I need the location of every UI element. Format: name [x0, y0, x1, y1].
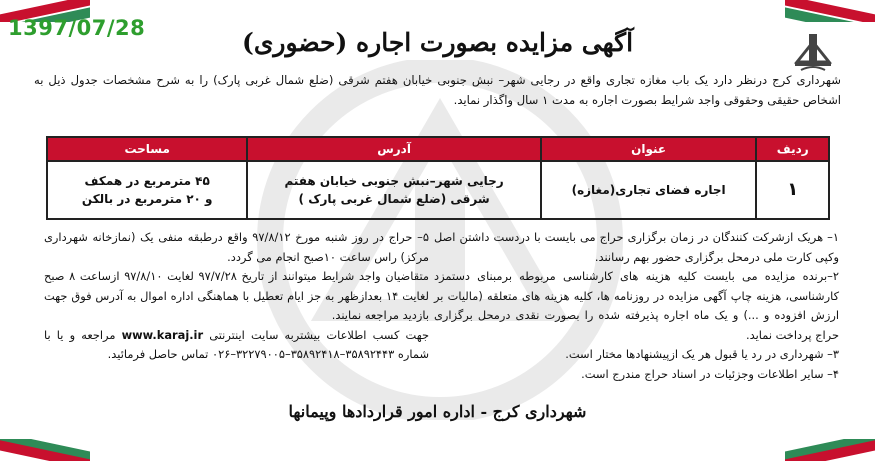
conditions-right-column — [434, 228, 839, 384]
header-area: مساحت — [47, 137, 247, 161]
header-radif: ردیف — [756, 137, 829, 161]
address-line-1: رجایی شهر–نبش جنوبی خیابان هفتم — [284, 174, 504, 188]
cell-address — [247, 161, 540, 219]
condition-7-after: مراجعه و یا با شماره ۳۵۸۹۲۴۴۳–۳۵۸۹۲۴۱۸–۳۲۲۷۹۰۰۵–۰۲۶ تماس حاصل فرمائید. — [44, 327, 429, 361]
condition-6: متقاضیان واجد شرایط میتوانند از تاریخ ۹۷/۷/۲۸ لغایت ۹۷/۸/۱۰ ازساعت ۸ صبح لغایت ۱۴ بعدازظهر به جز ایام تعطیل با هماهنگی اداره اموال به آدرس فوق جهت بازدید مراجعه نمایند. — [44, 269, 429, 322]
cell-title: اجاره فضای تجاری(مغازه) — [541, 161, 757, 219]
cell-area — [47, 161, 247, 219]
cell-radif: ۱ — [756, 161, 829, 219]
footer-signature: شهرداری کرج - اداره امور قراردادها وپیمانها — [288, 402, 587, 421]
corner-stripes-bottom-left — [0, 439, 90, 461]
condition-2: ۲–برنده مزایده می بایست کلیه هزینه های کارشناسی مربوطه برمبنای دستمزد کارشناسی، هزینه چاپ آگهی مزایده در روزنامه ها، کلیه هزینه های متعلقه (مالیات بر ارزش افزوده و ...) و یک ماه اجاره پذیرفته شده را بصورت نقدی درمحل برگزاری حراج پرداخت نماید. — [434, 269, 839, 342]
website-link[interactable]: www.karaj.ir — [121, 327, 204, 342]
property-table — [46, 136, 830, 220]
header-address: آدرس — [247, 137, 540, 161]
table-header-row — [47, 137, 829, 161]
corner-stripes-bottom-right — [785, 439, 875, 461]
condition-7-before: جهت کسب اطلاعات بیشتربه سایت اینترنتی — [209, 327, 429, 342]
condition-1: ۱– هریک ازشرکت کنندگان در زمان برگزاری حراج می بایست با دردست داشتن اصل وکپی کارت ملی درمحل برگزاری حضور بهم رسانند. — [434, 230, 839, 264]
header-title: عنوان — [541, 137, 757, 161]
condition-7 — [44, 326, 429, 365]
publication-date: 1397/07/28 — [8, 16, 146, 40]
area-line-2: و ۲۰ مترمربع در بالکن — [81, 192, 213, 206]
intro-paragraph: شهرداری کرج درنظر دارد یک باب مغازه تجاری واقع در رجایی شهر– نبش جنوبی خیابان هفتم شرقی (ضلع شمال غربی پارک) را به شرح مشخصات جدول ذیل به اشخاص حقیقی وحقوقی واجد شرایط بصورت اجاره به مدت ۱ سال واگذار نماید. — [34, 73, 841, 107]
corner-stripes-top-right — [785, 0, 875, 22]
condition-3: ۳– شهرداری در رد یا قبول هر یک ازپیشنهادها مختار است. — [565, 347, 839, 361]
condition-4: ۴– سایر اطلاعات وجزئیات در اسناد حراج مندرج است. — [581, 366, 839, 381]
condition-5: ۵– حراج در روز شنبه مورخ ۹۷/۸/۱۲ واقع درطبقه منفی یک (نمازخانه شهرداری مرکز) راس ساعت ۱۰صبح انجام می گردد. — [44, 230, 429, 264]
address-line-2: شرقی (ضلع شمال غربی پارک ) — [298, 192, 490, 206]
conditions-left-column — [44, 228, 429, 365]
area-line-1: ۴۵ مترمربع در همکف — [84, 174, 210, 188]
notice-title: آگهی مزایده بصورت اجاره (حضوری) — [241, 28, 634, 57]
table-row — [47, 161, 829, 219]
